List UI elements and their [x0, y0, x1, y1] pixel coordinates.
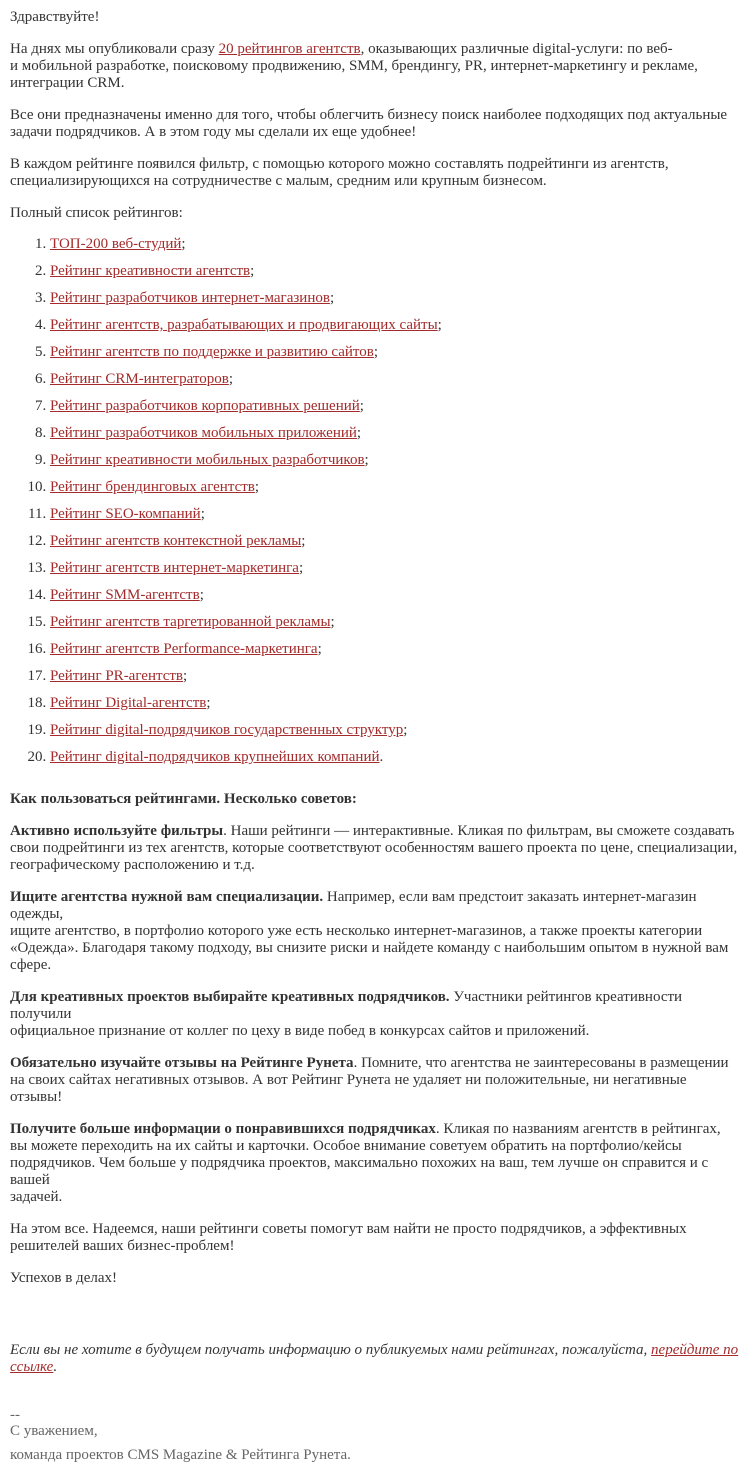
signature-dash: -- — [10, 1407, 20, 1423]
rating-link[interactable]: Рейтинг агентств по поддержке и развитию сайтов — [50, 344, 374, 360]
intro-text-before: На днях мы опубликовали сразу — [10, 41, 219, 57]
rating-link[interactable]: Рейтинг креативности агентств — [50, 263, 251, 279]
item-punctuation: ; — [364, 452, 369, 468]
rating-link[interactable]: ТОП-200 веб-студий — [50, 236, 182, 252]
rating-link[interactable]: Рейтинг digital-подрядчиков государственных структур — [50, 722, 404, 738]
rating-link[interactable]: Рейтинг агентств Performance-маркетинга — [50, 641, 318, 657]
rating-link[interactable]: Рейтинг агентств, разрабатывающих и продвигающих сайты — [50, 317, 438, 333]
wish: Успехов в делах! — [10, 1270, 117, 1286]
list-item — [50, 236, 740, 263]
rating-link[interactable]: Рейтинг SMM-агентств — [50, 587, 200, 603]
filter-paragraph — [10, 156, 740, 190]
tip-reviews — [10, 1055, 740, 1106]
list-title: Полный список рейтингов: — [10, 205, 183, 221]
tip-title: Для креативных проектов выбирайте креативных подрядчиков. — [10, 989, 450, 1005]
spacer — [10, 1287, 740, 1342]
tip-text: на своих сайтах негативных отзывов. А вот Рейтинг Рунета не удаляет ни положительные, ни негативные отзывы! — [10, 1072, 687, 1105]
ratings-list — [10, 236, 740, 776]
signature-line-1: С уважением, — [10, 1423, 98, 1439]
closing-paragraph — [10, 1221, 740, 1255]
list-item — [50, 263, 740, 290]
item-punctuation: ; — [437, 317, 442, 333]
tip-text: . Помните, что агентства не заинтересованы в размещении — [353, 1055, 729, 1071]
tip-text: подрядчиков. Чем больше у подрядчика проектов, максимально похожих на ваш, тем лучше он справится и с вашей — [10, 1155, 709, 1188]
item-punctuation: ; — [298, 560, 304, 576]
howto-heading: Как пользоваться рейтингами. Несколько советов: — [10, 791, 357, 807]
tip-specialization — [10, 889, 740, 974]
purpose-line-2: задачи подрядчиков. А в этом году мы сделали их еще удобнее! — [10, 124, 417, 140]
filter-line-2: специализирующихся на сотрудничестве с малым, средним или крупным бизнесом. — [10, 173, 547, 189]
tip-text: задачей. — [10, 1189, 63, 1205]
tip-text: ищите агентство, в портфолио которого уже есть несколько интернет-магазинов, а также проекты категории — [10, 923, 703, 939]
tip-more-info — [10, 1121, 740, 1206]
tip-text: «Одежда». Благодаря такому подходу, вы снизите риски и найдете команду с наибольшим опытом в нужной вам — [10, 940, 729, 956]
tip-filters — [10, 823, 740, 874]
list-item — [50, 668, 740, 695]
item-punctuation: ; — [199, 587, 204, 603]
item-punctuation: ; — [200, 506, 205, 522]
tip-text: Участники рейтингов креативности получили — [10, 989, 683, 1022]
item-punctuation: ; — [356, 425, 362, 441]
rating-link[interactable]: Рейтинг агентств интернет-маркетинга — [50, 560, 299, 576]
item-punctuation: ; — [181, 236, 186, 252]
signature — [10, 1408, 740, 1464]
rating-link[interactable]: Рейтинг Digital-агентств — [50, 695, 207, 711]
purpose-paragraph — [10, 107, 740, 141]
intro-line-3: интеграции CRM. — [10, 75, 125, 91]
item-punctuation: ; — [254, 479, 260, 495]
intro-text-after: , оказывающих различные digital-услуги: по веб- — [360, 41, 673, 57]
item-punctuation: ; — [183, 668, 188, 684]
rating-link[interactable]: Рейтинг агентств контекстной рекламы — [50, 533, 302, 549]
list-item — [50, 614, 740, 641]
list-item — [50, 479, 740, 506]
list-item — [50, 533, 740, 560]
list-item — [50, 641, 740, 668]
tip-title: Ищите агентства нужной вам специализации. — [10, 889, 324, 905]
intro-line-2: и мобильной разработке, поисковому продвижению, SMM, брендингу, PR, интернет-маркетингу и рекламе, — [10, 58, 698, 74]
rating-link[interactable]: Рейтинг разработчиков корпоративных решений — [50, 398, 360, 414]
unsubscribe-link[interactable]: перейдите по — [651, 1342, 739, 1358]
closing-line-2: решителей ваших бизнес-проблем! — [10, 1238, 235, 1254]
tip-title: Получите больше информации о понравившихся подрядчиках — [10, 1121, 436, 1137]
item-punctuation: ; — [228, 371, 233, 387]
item-punctuation: . — [379, 749, 384, 765]
list-item — [50, 506, 740, 533]
list-item — [50, 695, 740, 722]
list-item — [50, 452, 740, 479]
item-punctuation: ; — [330, 614, 335, 630]
item-punctuation: ; — [301, 533, 306, 549]
item-punctuation: ; — [250, 263, 255, 279]
rating-link[interactable]: Рейтинг брендинговых агентств — [50, 479, 255, 495]
unsubscribe-link-cont[interactable]: ссылке — [10, 1359, 54, 1375]
unsubscribe-text: Если вы не хотите в будущем получать информацию о публикуемых нами рейтингах, пожалуйста, — [10, 1342, 652, 1358]
tip-text: . Кликая по названиям агентств в рейтингах, — [435, 1121, 721, 1137]
tip-text: официальное признание от коллег по цеху в виде побед в конкурсах сайтов и приложений. — [10, 1023, 590, 1039]
item-punctuation: ; — [329, 290, 335, 306]
rating-link[interactable]: Рейтинг разработчиков интернет-магазинов — [50, 290, 330, 306]
intro-paragraph — [10, 41, 740, 92]
list-item — [50, 587, 740, 614]
item-punctuation: ; — [206, 695, 211, 711]
item-punctuation: ; — [317, 641, 322, 657]
tip-title: Обязательно изучайте отзывы на Рейтинге Рунета — [10, 1055, 354, 1071]
closing-line-1: На этом все. Надеемся, наши рейтинги советы помогут вам найти не просто подрядчиков, а эффективных — [10, 1221, 687, 1237]
tip-text: географическому расположению и т.д. — [10, 857, 255, 873]
list-item — [50, 398, 740, 425]
signature-line-2: команда проектов CMS Magazine & Рейтинга Рунета. — [10, 1447, 351, 1463]
unsubscribe-note — [10, 1342, 740, 1376]
tip-text: свои подрейтинги из тех агентств, которые соответствуют особенностям вашего проекта по цене, специализации, — [10, 840, 738, 856]
list-item — [50, 371, 740, 398]
rating-link[interactable]: Рейтинг разработчиков мобильных приложений — [50, 425, 357, 441]
list-item — [50, 722, 740, 749]
ratings-link[interactable]: 20 рейтингов агентств — [218, 41, 361, 57]
purpose-line-1: Все они предназначены именно для того, чтобы облегчить бизнесу поиск наиболее подходящих под актуальные — [10, 107, 728, 123]
tip-text: вы можете переходить на их сайты и карточки. Особое внимание советуем обратить на портфолио/кейсы — [10, 1138, 682, 1154]
tip-text: Например, если вам предстоит заказать интернет-магазин одежды, — [10, 889, 697, 922]
item-punctuation: ; — [403, 722, 408, 738]
rating-link[interactable]: Рейтинг креативности мобильных разработчиков — [50, 452, 365, 468]
unsubscribe-end: . — [53, 1359, 58, 1375]
list-item — [50, 344, 740, 371]
rating-link[interactable]: Рейтинг digital-подрядчиков крупнейших компаний — [50, 749, 380, 765]
tip-text: сфере. — [10, 957, 52, 973]
tip-creative — [10, 989, 740, 1040]
list-item — [50, 560, 740, 587]
tip-title: Активно используйте фильтры — [10, 823, 224, 839]
rating-link[interactable]: Рейтинг PR-агентств — [50, 668, 184, 684]
list-item — [50, 749, 740, 776]
filter-line-1: В каждом рейтинге появился фильтр, с помощью которого можно составлять подрейтинги из агентств, — [10, 156, 669, 172]
item-punctuation: ; — [373, 344, 379, 360]
rating-link[interactable]: Рейтинг CRM-интеграторов — [50, 371, 229, 387]
rating-link[interactable]: Рейтинг агентств таргетированной рекламы — [50, 614, 331, 630]
list-item — [50, 290, 740, 317]
tip-text: . Наши рейтинги — интерактивные. Кликая по фильтрам, вы сможете создавать — [223, 823, 735, 839]
rating-link[interactable]: Рейтинг SEO-компаний — [50, 506, 201, 522]
greeting: Здравствуйте! — [10, 9, 100, 25]
list-item — [50, 425, 740, 452]
item-punctuation: ; — [359, 398, 364, 414]
list-item — [50, 317, 740, 344]
